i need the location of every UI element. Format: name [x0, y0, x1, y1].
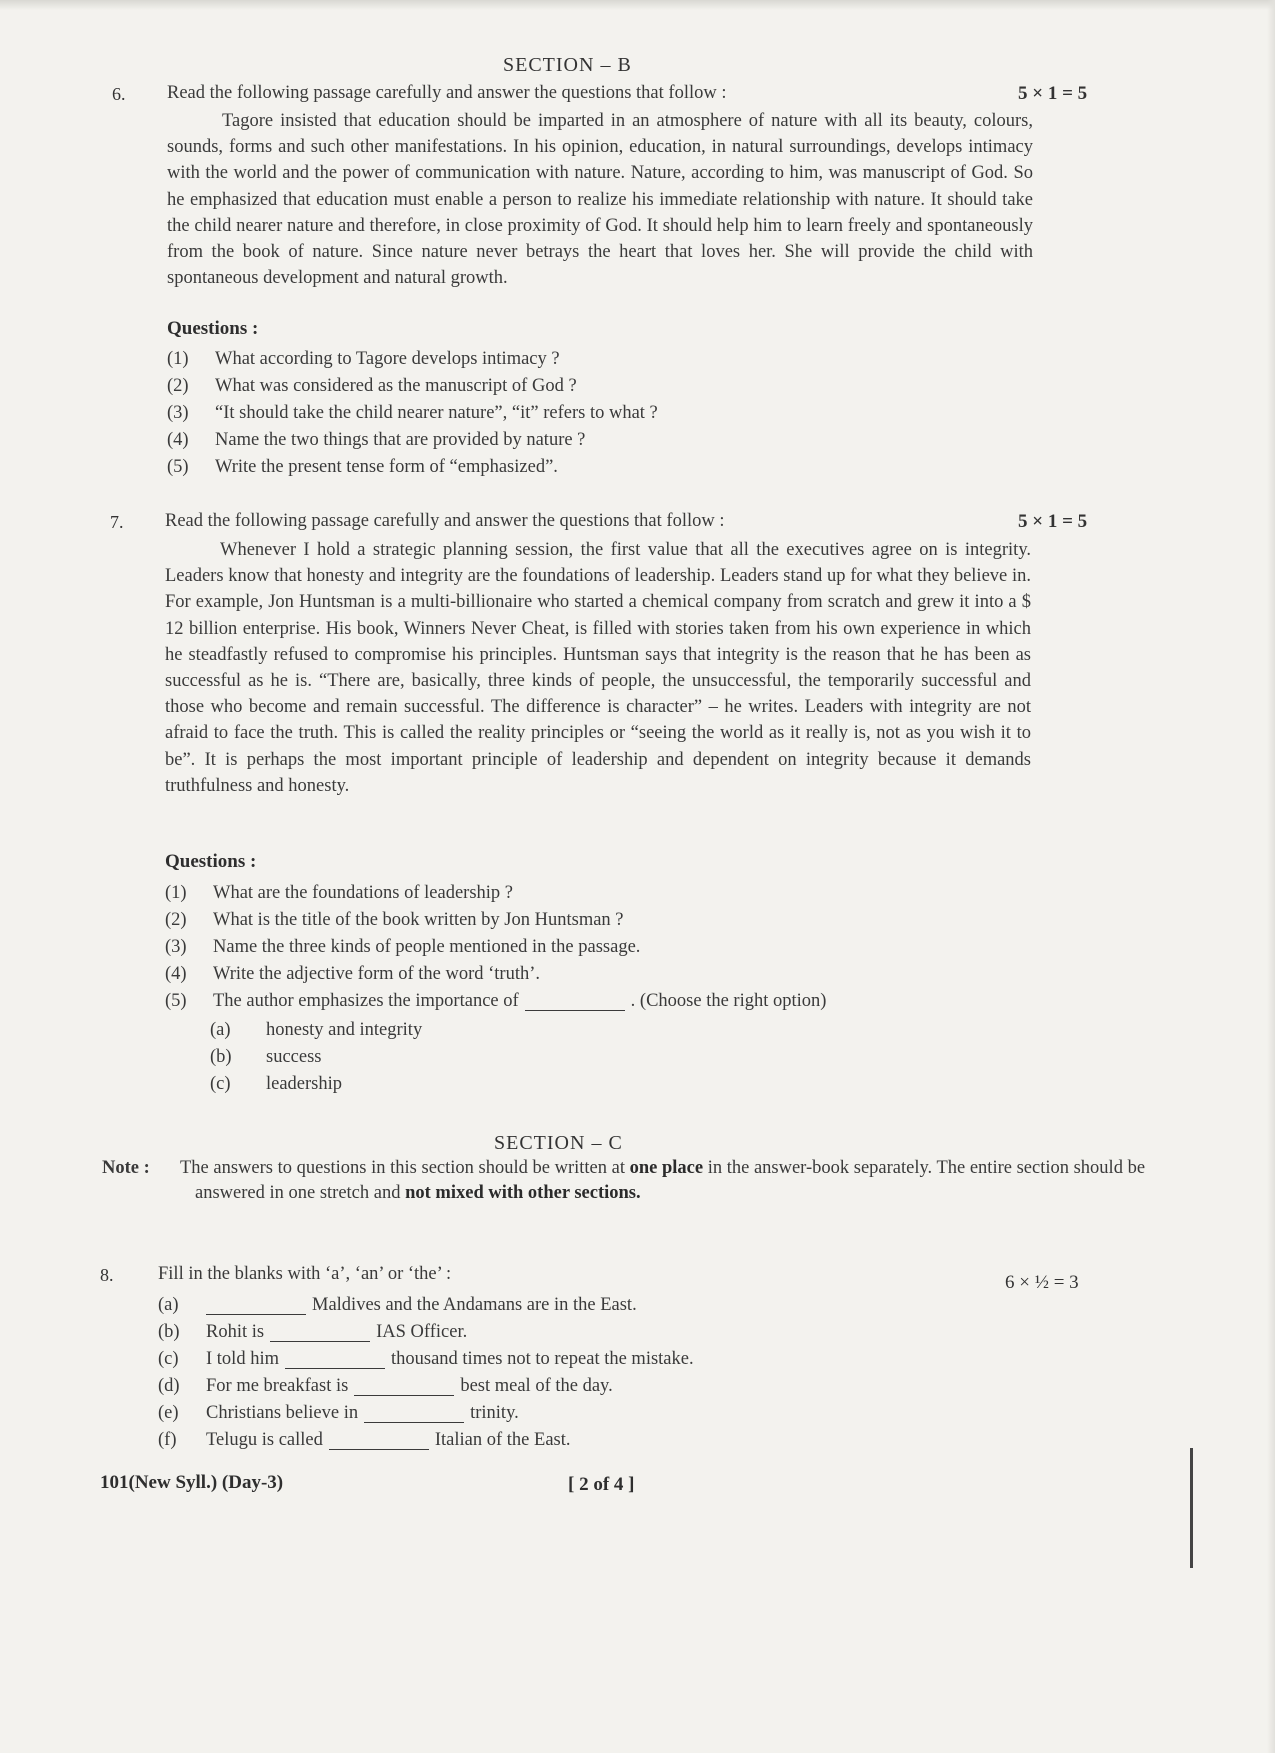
q8-item-a	[158, 1292, 694, 1319]
question-number: (4)	[167, 430, 189, 450]
q7-question-2	[165, 907, 826, 934]
answer-blank	[270, 1323, 370, 1342]
question-text: “It should take the child nearer nature”, “it” refers to what ?	[215, 403, 658, 423]
question-text: Name the two things that are provided by nature ?	[215, 430, 586, 450]
note-bold-2: not mixed with other sections.	[405, 1183, 641, 1203]
q6-question-3	[167, 400, 658, 427]
item-letter: (c)	[158, 1349, 179, 1369]
q8-marks: 6 × ½ = 3	[1005, 1272, 1079, 1293]
section-c-note	[102, 1156, 1146, 1236]
option-letter: (b)	[210, 1047, 232, 1067]
q8-items	[158, 1292, 694, 1454]
question-text: What according to Tagore develops intimacy ?	[215, 349, 560, 369]
item-text-before: Telugu is called	[206, 1430, 323, 1450]
q7-question-1	[165, 880, 826, 907]
answer-blank	[329, 1431, 429, 1450]
q8-item-d	[158, 1373, 694, 1400]
question-text: Name the three kinds of people mentioned in the passage.	[213, 937, 641, 957]
q6-questions-heading: Questions :	[167, 318, 259, 339]
item-text-before: For me breakfast is	[206, 1376, 349, 1396]
answer-blank	[364, 1404, 464, 1423]
q7-option-a	[210, 1017, 422, 1044]
question-text: Write the adjective form of the word ‘truth’.	[213, 964, 540, 984]
footer-page-number: [ 2 of 4 ]	[568, 1474, 635, 1495]
item-text-after: IAS Officer.	[376, 1322, 468, 1342]
note-bold-1: one place	[629, 1158, 704, 1178]
item-text-after: best meal of the day.	[460, 1376, 613, 1396]
q7-marks: 5 × 1 = 5	[1018, 511, 1088, 532]
q6-number: 6.	[112, 84, 126, 104]
q7-number: 7.	[110, 512, 124, 532]
q7-option-c	[210, 1071, 422, 1098]
answer-blank	[285, 1350, 385, 1369]
item-text-before: I told him	[206, 1349, 279, 1369]
q7-question-4	[165, 961, 826, 988]
item-letter: (e)	[158, 1403, 179, 1423]
q6-instruction: Read the following passage carefully and answer the questions that follow :	[167, 83, 727, 103]
question-text-after: . (Choose the right option)	[630, 991, 827, 1011]
q8-item-b	[158, 1319, 694, 1346]
q8-instruction: Fill in the blanks with ‘a’, ‘an’ or ‘the’ :	[158, 1264, 452, 1284]
option-text: honesty and integrity	[266, 1020, 423, 1040]
q6-question-4	[167, 427, 658, 454]
question-number: (2)	[165, 910, 187, 930]
note-text-1: The answers to questions in this section should be written at	[180, 1158, 625, 1178]
q7-options	[210, 1017, 422, 1098]
answer-blank	[206, 1296, 306, 1315]
q6-question-1	[167, 346, 658, 373]
q7-instruction: Read the following passage carefully and answer the questions that follow :	[165, 511, 725, 531]
answer-blank	[354, 1377, 454, 1396]
option-letter: (a)	[210, 1020, 231, 1040]
item-text-after: thousand times not to repeat the mistake.	[390, 1349, 694, 1369]
q6-passage: Tagore insisted that education should be imparted in an atmosphere of nature with all its beauty, colours, sounds, forms and such other manifestations. In his opinion, education, in natural surroundings, develops intimacy with the world and the power of communication with nature. Nature, according to him, was manuscript of God. So he emphasized that education must enable a person to realize his immediate relationship with nature. It should take the child nearer nature and therefore, in close proximity of God. It should help him to learn freely and spontaneously from the book of nature. Since nature never betrays the heart that loves her. She will provide the child with spontaneous development and natural growth.	[167, 111, 1033, 289]
q6-question-2	[167, 373, 658, 400]
item-letter: (a)	[158, 1295, 179, 1315]
item-text-after: trinity.	[470, 1403, 519, 1423]
question-number: (2)	[167, 376, 189, 396]
option-text: leadership	[266, 1074, 343, 1094]
option-letter: (c)	[210, 1074, 231, 1094]
footer-paper-code: 101(New Syll.) (Day-3)	[100, 1472, 284, 1493]
question-number: (4)	[165, 964, 187, 984]
question-number: (5)	[165, 991, 187, 1011]
question-number: (1)	[167, 349, 189, 369]
item-text-before: Rohit is	[206, 1322, 265, 1342]
q7-question-list	[165, 880, 826, 1015]
question-number: (3)	[167, 403, 189, 423]
question-text-before: The author emphasizes the importance of	[213, 991, 519, 1011]
question-number: (5)	[167, 457, 189, 477]
q7-option-b	[210, 1044, 422, 1071]
item-text-before: Christians believe in	[206, 1403, 359, 1423]
note-text-2: in the answer-book separately. The entire section should be answered in one stretch and	[195, 1158, 1146, 1203]
question-number: (3)	[165, 937, 187, 957]
item-letter: (b)	[158, 1322, 180, 1342]
question-text: What was considered as the manuscript of God ?	[215, 376, 577, 396]
item-text-after: Maldives and the Andamans are in the East.	[312, 1295, 637, 1315]
q7-question-3	[165, 934, 826, 961]
q7-question-5	[165, 988, 826, 1015]
q8-number: 8.	[100, 1265, 114, 1285]
q7-passage: Whenever I hold a strategic planning session, the first value that all the executives agree on is integrity. Leaders know that honesty and integrity are the foundations of leadership. Leaders stand up for what they believe in. For example, Jon Huntsman is a multi-billionaire who started a chemical company from scratch and grew it into a $ 12 billion enterprise. His book, Winners Never Cheat, is filled with stories taken from his own experience in which he steadfastly refused to compromise his principles. Huntsman says that integrity is the reason that he has been as successful as he is. “There are, basically, three kinds of people, the unsuccessful, the temporarily successful and those who become and remain successful. The difference is character” – he writes. Leaders with integrity are not afraid to face the truth. This is called the reality principles or “seeing the world as it really is, not as you wish it to be”. It is perhaps the most important principle of leadership and dependent on integrity because it demands truthfulness and honesty.	[165, 540, 1031, 796]
q6-question-list	[167, 346, 658, 481]
q8-item-c	[158, 1346, 694, 1373]
question-text: What is the title of the book written by Jon Huntsman ?	[213, 910, 624, 930]
item-text-after: Italian of the East.	[434, 1430, 571, 1450]
note-label: Note :	[102, 1158, 150, 1178]
question-text: Write the present tense form of “emphasized”.	[215, 457, 558, 477]
q6-question-5	[167, 454, 658, 481]
section-b-title: SECTION – B	[503, 54, 632, 76]
section-c-title: SECTION – C	[494, 1132, 623, 1154]
question-text: What are the foundations of leadership ?	[213, 883, 513, 903]
q8-item-e	[158, 1400, 694, 1427]
note-body	[180, 1156, 1150, 1206]
option-text: success	[266, 1047, 322, 1067]
item-letter: (d)	[158, 1376, 180, 1396]
item-letter: (f)	[158, 1430, 177, 1450]
question-number: (1)	[165, 883, 187, 903]
q8-item-f	[158, 1427, 694, 1454]
answer-blank	[525, 992, 625, 1011]
q6-marks: 5 × 1 = 5	[1018, 83, 1088, 104]
q7-questions-heading: Questions :	[165, 851, 257, 872]
